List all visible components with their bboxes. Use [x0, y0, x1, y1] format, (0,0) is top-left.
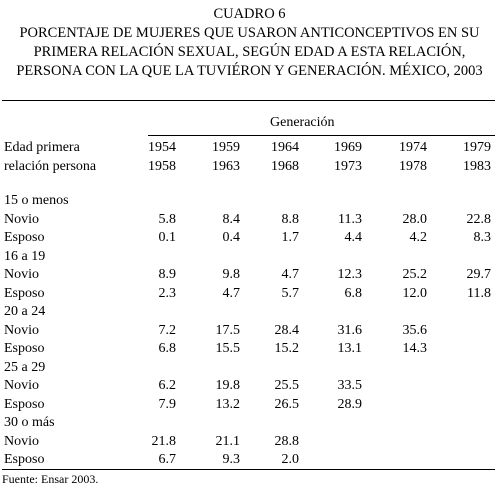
column-header-from: 1969: [334, 140, 362, 155]
table-cell: 35.6: [402, 322, 427, 338]
partner-label: Novio: [4, 378, 39, 393]
column-header: [377, 138, 427, 176]
age-group-label: 16 a 19: [4, 248, 46, 264]
partner-label: Novio: [4, 211, 39, 227]
table-cell: 4.7: [281, 267, 299, 282]
table-cell: 8.3: [473, 230, 491, 245]
table-row: [0, 229, 499, 248]
column-header-from: 1954: [148, 140, 176, 155]
column-header-from: 1964: [271, 140, 299, 155]
table-cell: 14.3: [402, 341, 427, 356]
table-cell: 5.7: [281, 285, 299, 301]
table-row: [0, 266, 499, 285]
column-header: [126, 138, 176, 176]
age-group-row: [0, 192, 499, 211]
age-group-row: [0, 359, 499, 378]
table-cell: 6.8: [344, 285, 362, 301]
table-cell: 22.8: [466, 211, 491, 227]
table-cell: 26.5: [274, 396, 299, 412]
table-cell: 13.1: [337, 341, 362, 356]
age-group-label: 30 o más: [4, 415, 55, 430]
table-cell: 6.2: [158, 378, 176, 393]
table-cell: 4.7: [222, 285, 240, 301]
table-cell: 4.4: [344, 230, 362, 245]
table-cell: 4.2: [409, 230, 427, 245]
generation-underline: [148, 135, 495, 136]
partner-label: Esposo: [4, 285, 45, 301]
column-header-to: 1983: [463, 159, 491, 174]
column-header-from: 1974: [399, 140, 427, 155]
table-caption: [0, 5, 499, 81]
table-body: [0, 192, 499, 470]
table-cell: 33.5: [337, 378, 362, 393]
table-cell: 13.2: [215, 396, 240, 412]
partner-label: Esposo: [4, 396, 45, 412]
partner-label: Esposo: [4, 341, 45, 356]
table-cell: 17.5: [215, 322, 240, 338]
column-header-to: 1963: [212, 159, 240, 174]
column-header: [312, 138, 362, 176]
table-cell: 28.8: [274, 433, 299, 449]
column-header-from: 1959: [212, 140, 240, 155]
table-row: [0, 433, 499, 452]
partner-label: Esposo: [4, 452, 45, 467]
table-cell: 2.0: [281, 452, 299, 467]
table-cell: 7.2: [158, 322, 176, 338]
column-header: [190, 138, 240, 176]
table-cell: 29.7: [466, 267, 491, 282]
table-row: [0, 340, 499, 359]
column-header-to: 1978: [399, 159, 427, 174]
column-header-from: 1979: [463, 140, 491, 155]
age-group-row: [0, 248, 499, 267]
table-cell: 2.3: [158, 285, 176, 301]
table-cell: 11.3: [338, 211, 362, 227]
column-header-to: 1958: [148, 159, 176, 174]
column-header: [249, 138, 299, 176]
table-cell: 25.5: [274, 378, 299, 393]
table-row: [0, 377, 499, 396]
table-row: [0, 451, 499, 470]
table-cell: 6.7: [158, 452, 176, 467]
table-cell: 8.4: [222, 211, 240, 227]
table-cell: 9.8: [222, 267, 240, 282]
table-cell: 25.2: [402, 267, 427, 282]
age-group-label: 25 a 29: [4, 359, 46, 375]
table-cell: 15.5: [215, 341, 240, 356]
age-group-label: 20 a 24: [4, 304, 46, 319]
source-note: Fuente: Ensar 2003.: [2, 472, 99, 486]
table-cell: 0.1: [158, 230, 176, 245]
table-cell: 5.8: [158, 211, 176, 227]
table-cell: 28.0: [402, 211, 427, 227]
caption-title-line-2: PRIMERA RELACIÓN SEXUAL, SEGÚN EDAD A ESTA RELACIÓN,: [33, 44, 466, 60]
column-header: [441, 138, 491, 176]
table-cell: 31.6: [337, 322, 362, 338]
table-cell: 15.2: [274, 341, 299, 356]
bottom-rule: [2, 469, 495, 470]
table-cell: 19.8: [215, 378, 240, 393]
partner-label: Novio: [4, 267, 39, 282]
table-cell: 1.7: [281, 230, 299, 245]
caption-title-line-3: PERSONA CON LA QUE LA TUVIÉRON Y GENERACIÓN. MÉXICO, 2003: [16, 63, 483, 79]
table-cell: 0.4: [222, 230, 240, 245]
age-group-label: 15 o menos: [4, 193, 69, 208]
table-cell: 9.3: [222, 452, 240, 467]
table-cell: 12.0: [402, 285, 427, 301]
table-cell: 28.4: [274, 322, 299, 338]
table-cell: 12.3: [337, 267, 362, 282]
partner-label: Esposo: [4, 230, 45, 245]
table-cell: 8.9: [158, 267, 176, 282]
caption-title-line-1: PORCENTAJE DE MUJERES QUE USARON ANTICONCEPTIVOS EN SU: [19, 25, 480, 41]
column-header-to: 1973: [334, 159, 362, 174]
partner-label: Novio: [4, 433, 39, 449]
row-header-line-1: Edad primera: [4, 140, 80, 155]
age-group-row: [0, 414, 499, 433]
top-rule: [2, 100, 495, 101]
column-header-to: 1968: [271, 159, 299, 174]
table-row: [0, 396, 499, 415]
partner-label: Novio: [4, 322, 39, 338]
generation-header: Generación: [270, 115, 335, 130]
table-row: [0, 322, 499, 341]
table-row: [0, 285, 499, 304]
row-header: [4, 138, 96, 176]
table-cell: 7.9: [158, 396, 176, 412]
table-cell: 21.8: [151, 433, 176, 449]
table-cell: 28.9: [337, 396, 362, 412]
table-cell: 21.1: [215, 433, 240, 449]
table-cell: 11.8: [467, 285, 491, 301]
table-cell: 8.8: [281, 211, 299, 227]
caption-number: CUADRO 6: [213, 6, 286, 22]
age-group-row: [0, 303, 499, 322]
table-cell: 6.8: [158, 341, 176, 356]
row-header-line-2: relación persona: [4, 159, 97, 174]
table-row: [0, 211, 499, 230]
